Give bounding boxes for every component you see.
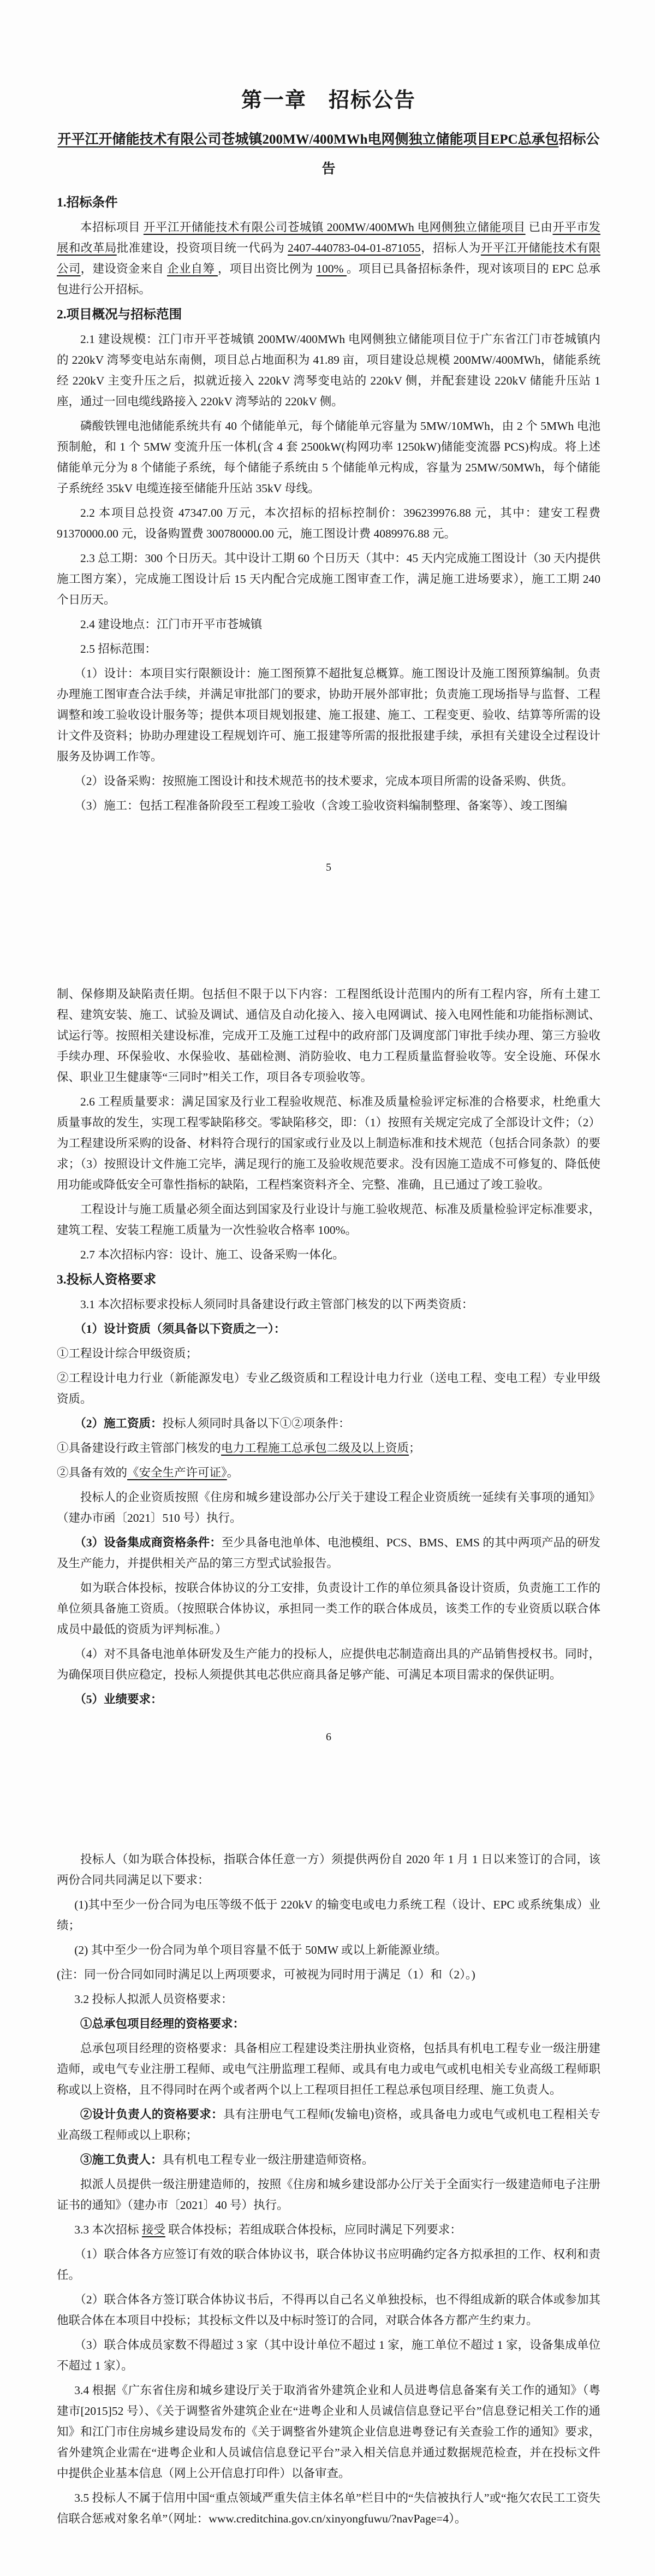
underlined-qualification-grade: 电力工程施工总承包二级及以上资质	[221, 1441, 409, 1455]
para-battery-cell-requirement: （4）对不具备电池单体研发及生产能力的投标人，应提供电芯制造商出具的产品销售授权书。同时，为确保项目供应稳定，投标人须提供其电芯供应商具备足够产能、可满足本项目需求的保供证明。	[57, 1647, 600, 1681]
para-design-qualification-heading: （1）设计资质（须具备以下资质之一）：	[74, 1322, 286, 1336]
para-consortium-item-1: （1）联合体各方应签订有效的联合体协议书，联合体协议书应明确约定各方拟承担的工作、权利和责任。	[57, 2248, 600, 2282]
underlined-funding-ratio: 100%	[316, 262, 347, 275]
text-run: 具有注册电气工程师(发输电)资格，或具备电力或电气或机电工程相关专业高级工程师或以上职称；	[57, 2108, 600, 2142]
text-run: ；	[409, 1441, 421, 1455]
para-3-1-qualifications: 3.1 本次招标要求投标人须同时具备建设行政主管部门核发的以下两类资质：	[80, 1298, 474, 1311]
para-consortium-item-3: （3）联合体成员家数不得超过 3 家（其中设计单位不超过 1 家，施工单位不超过 1 家，设备集成单位不超过 1 家）。	[57, 2338, 600, 2372]
para-scope-construction-part1: （3）施工：包括工程准备阶段至工程竣工验收（含竣工验收资料编制整理、备案等）、竣工图编	[74, 799, 568, 812]
document-title	[57, 125, 600, 184]
underlined-approval-authority: 开平市发展和改革局	[57, 221, 600, 255]
underlined-project-name: 开平江开储能技术有限公司苍城镇 200MW/400MWh 电网侧独立储能项目	[143, 221, 526, 234]
text-run: 。	[227, 1466, 239, 1479]
underlined-tenderer-name: 开平江开储能技术有限公司	[57, 241, 600, 275]
para-performance-requirement-heading: （5）业绩要求：	[74, 1693, 163, 1706]
para-performance-item-2: (2) 其中至少一份合同为单个项目容量不低于 50MW 或以上新能源业绩。	[74, 1943, 447, 1957]
para-scope-procurement: （2）设备采购：按照施工图设计和技术规范书的技术要求，完成本项目所需的设备采购、供货。	[74, 775, 574, 788]
para-2-7-tender-content: 2.7 本次招标内容：设计、施工、设备采购一体化。	[80, 1248, 344, 1261]
para-construction-leader-requirements	[57, 2149, 600, 2170]
underlined-safety-license: 《安全生产许可证》	[127, 1466, 227, 1479]
para-2-6-quality-requirements: 2.6 工程质量要求：满足国家及行业工程验收规范、标准及质量检验评定标准的合格要求，杜绝重大质量事故的发生，实现工程零缺陷移交。零缺陷移交，即：（1）按照有关规定完成了全部设计文件；（2）为工程建设所采购的设备、材料符合现行的国家或行业及以上制造标准和技术规范（包括合同条款）的要求；（3）按照设计文件施工完毕，满足现行的施工及验收规范要求。没有因施工造成不可修复的、降低使用功能或降低安全可靠性指标的缺陷，工程档案资料齐全、完整、准确，且已通过了竣工验收。	[57, 1095, 600, 1191]
para-construction-qualification	[57, 1413, 600, 1434]
para-construction-qualification-a	[57, 1438, 600, 1458]
text-run: ，建设资金来自	[80, 262, 168, 275]
para-2-1-construction-scale: 2.1 建设规模：江门市开平苍城镇 200MW/400MWh 电网侧独立储能项目位于广东省江门市苍城镇内的 220kV 湾琴变电站东南侧，项目总占地面积为 41.89 亩，项目建设总规模 200MW/400MWh，储能系统经 220kV 主变升压之后，拟就近接入 220kV 湾琴变电站的 220kV 侧，并配套建设 220kV 储能升压站 1 座，通过一回电缆线路接入 220kV 湾琴站的 220kV 侧。	[57, 333, 600, 408]
text-run: ，招标人为	[420, 241, 481, 255]
text-run: 具有机电工程专业一级注册建造师资格。	[162, 2153, 374, 2166]
underlined-project-code: 2407-440783-04-01-871055	[287, 241, 421, 255]
bold-label: ②设计负责人的资格要求：	[80, 2108, 223, 2121]
text-run: 。项目已具备招标条件，现对该项目的 EPC 总承包进行公开招标。	[57, 262, 600, 296]
page-number-5: 5	[326, 861, 331, 873]
chapter-heading: 第一章 招标公告	[241, 89, 416, 112]
text-run: 3.3 本次招标	[74, 2223, 142, 2236]
para-performance-item-1: (1)其中至少一份合同为电压等级不低于 220kV 的输变电或电力系统工程（设计、EPC 或系统集成）业绩；	[57, 1898, 600, 1932]
para-2-4-location: 2.4 建设地点：江门市开平市苍城镇	[80, 618, 263, 631]
text-run: 至少具备电池单体、电池模组、PCS、BMS、EMS 的其中两项产品的研发及生产能力，并提供相关产品的第三方型式试验报告。	[57, 1536, 600, 1570]
document-title-tail: 招标公告	[321, 132, 600, 176]
text-run: 已由	[525, 221, 553, 234]
para-project-manager-heading: ①总承包项目经理的资格要求：	[80, 2017, 245, 2030]
text-run: ，项目出资比例为	[217, 262, 317, 275]
section-2-heading: 2.项目概况与招标范围	[57, 308, 182, 322]
page-break-1	[57, 820, 600, 984]
para-battery-system: 磷酸铁锂电池储能系统共有 40 个储能单元，每个储能单元容量为 5MW/10MWh，由 2 个 5MWh 电池预制舱，和 1 个 5MW 变流升压一体机(含 4 套 2500kW(构网功率 1250kW)储能变流器 PCS)构成。将上述储能单元分为 8 个储能子系统，每个储能子系统由 5 个储能单元构成，容量为 25MW/50MWh，每个储能子系统经 35kV 电缆连接至储能升压站 35kV 母线。	[57, 420, 600, 495]
para-design-qualification-b: ②工程设计电力行业（新能源发电）专业乙级资质和工程设计电力行业（送电工程、变电工程）专业甲级资质。	[57, 1372, 600, 1405]
para-design-leader-requirements	[57, 2104, 600, 2146]
para-registered-builder-notice: 拟派人员提供一级注册建造师的，按照《住房和城乡建设部办公厅关于全面实行一级建造师电子注册证书的通知》（建办市〔2021〕40 号）执行。	[57, 2178, 600, 2212]
bold-label: ③施工负责人：	[80, 2153, 163, 2166]
para-performance-contracts: 投标人（如为联合体投标，指联合体任意一方）须提供两份自 2020 年 1 月 1 日以来签订的合同，该两份合同共同满足以下要求：	[57, 1853, 600, 1887]
para-2-5-scope: 2.5 招标范围：	[80, 642, 157, 655]
section-3-heading: 3.投标人资格要求	[57, 1273, 157, 1287]
para-scope-construction-part2: 制、保修期及缺陷责任期。包括但不限于以下内容：工程图纸设计范围内的所有工程内容，所有土建工程、建筑安装、施工、试验及调试、通信及自动化接入、接入电网调试、接入电网性能和功能指标测试、试运行等。按照相关建设标准，完成开工及施工过程中的政府部门及调度部门审批手续办理、第三方验收手续办理、环保验收、水保验收、基础检测、消防验收、电力工程质量监督验收等。安全设施、环保水保、职业卫生健康等“三同时”相关工作，项目各专项验收等。	[57, 988, 600, 1084]
para-2-2-investment: 2.2 本项目总投资 47347.00 万元，本次招标的招标控制价：396239976.88 元，其中：建安工程费 91370000.00 元，设备购置费 300780000.00 元，施工图设计费 4089976.88 元。	[57, 506, 600, 540]
para-2-3-duration: 2.3 总工期：300 个日历天。其中设计工期 60 个日历天（其中：45 天内完成施工图设计（30 天内提供施工图方案），完成施工图设计后 15 天内配合完成施工图审查工作，满足施工进场要求），施工工期 240 个日历天。	[57, 552, 600, 606]
section-1-heading: 1.招标条件	[57, 196, 118, 210]
para-3-4-guangdong-registration: 3.4 根据《广东省住房和城乡建设厅关于取消省外建筑企业和人员进粤信息备案有关工作的通知》（粤建市[2015]52 号）、《关于调整省外建筑企业在“进粤企业和人员诚信信息登记平台”信息登记相关工作的通知》和江门市住房城乡建设局发布的《关于调整省外建筑企业信息进粤登记有关查验工作的通知》要求，省外建筑企业需在“进粤企业和人员诚信信息登记平台”录入相关信息并通过数据规范检查，并在投标文件中提供企业基本信息（网上公开信息打印件）以备审查。	[57, 2384, 600, 2480]
para-quality-acceptance-rate: 工程设计与施工质量必须全面达到国家及行业设计与施工验收规范、标准及质量检验评定标准要求，建筑工程、安装工程施工质量为一次性验收合格率 100%。	[57, 1203, 600, 1237]
page-number-6: 6	[326, 1731, 331, 1743]
text-run: 本招标项目	[80, 221, 144, 234]
para-project-manager-requirements: 总承包项目经理的资格要求：具备相应工程建设类注册执业资格，包括具有机电工程专业一级注册建造师，或电气专业注册工程师、或电气注册监理工程师、或具有电力或电气或机电相关专业高级工程师职称或以上资格，且不得同时在两个或者两个以上工程项目担任工程总承包项目经理、施工负责人。	[57, 2042, 600, 2096]
text-run: 批准建设，投资项目统一代码为	[116, 241, 288, 255]
text-run: ①具备建设行政主管部门核发的	[57, 1441, 222, 1455]
underlined-funding-source: 企业自筹	[167, 262, 218, 275]
para-performance-note: (注：同一份合同如同时满足以上两项要求，可被视为同时用于满足（1）和（2）。)	[57, 1968, 475, 1981]
para-consortium-rules: 如为联合体投标，按联合体协议的分工安排，负责设计工作的单位须具备设计资质，负责施工工作的单位须具备施工资质。（按照联合体协议，承担同一类工作的联合体成员，该类工作的专业资质以联合体成员中最低的资质为评判标准。）	[57, 1581, 600, 1636]
para-design-qualification-a: ①工程设计综合甲级资质；	[57, 1347, 198, 1360]
document-title-project-name: 开平江开储能技术有限公司苍城镇200MW/400MWh电网侧独立储能项目EPC总承包	[57, 132, 559, 147]
para-tender-conditions	[57, 217, 600, 300]
text-run: 联合体投标；若组成联合体投标，应同时满足下列要求：	[165, 2223, 462, 2236]
para-3-5-credit-china: 3.5 投标人不属于信用中国“重点领域严重失信主体名单”栏目中的“失信被执行人”或“拖欠农民工工资失信联合惩戒对象名单”（网址：www.creditchina.gov.cn/xinyongfuwu/?navPage=4）。	[57, 2491, 600, 2525]
para-qualification-notice: 投标人的企业资质按照《住房和城乡建设部办公厅关于建设工程企业资质统一延续有关事项的通知》（建办市函〔2021〕510 号）执行。	[57, 1491, 600, 1525]
text-run: ②具备有效的	[57, 1466, 128, 1479]
para-scope-design: （1）设计：本项目实行限额设计：施工图预算不超批复总概算。施工图设计及施工图预算编制。负责办理施工图审查合法手续，并满足审批部门的要求，协助开展外部审批；负责施工现场指导与监督、工程调整和竣工验收设计服务等；提供本项目规划报建、施工报建、施工、工程变更、验收、结算等所需的设计文件及资料；协助办理建设工程规划许可、施工报建等所需的报批报建手续，承担有关建设全过程设计服务及协调工作等。	[57, 667, 600, 763]
bold-label: （3）设备集成商资格条件：	[74, 1536, 222, 1549]
underlined-accept: 接受	[141, 2223, 165, 2236]
para-consortium-item-2: （2）联合体各方签订联合体协议书后，不得再以自己名义单独投标，也不得组成新的联合体或参加其他联合体在本项目中投标；其投标文件以及中标时签订的合同，对联合体各方都产生约束力。	[57, 2293, 600, 2327]
bold-label: （2）施工资质：	[74, 1417, 163, 1430]
para-3-2-personnel: 3.2 投标人拟派人员资格要求：	[74, 1993, 233, 2006]
text-run: 投标人须同时具备以下①②项条件：	[162, 1417, 350, 1430]
para-3-3-consortium	[57, 2219, 600, 2240]
page-break-2	[57, 1714, 600, 1849]
para-construction-qualification-b	[57, 1462, 600, 1483]
para-integrator-qualification	[57, 1532, 600, 1574]
